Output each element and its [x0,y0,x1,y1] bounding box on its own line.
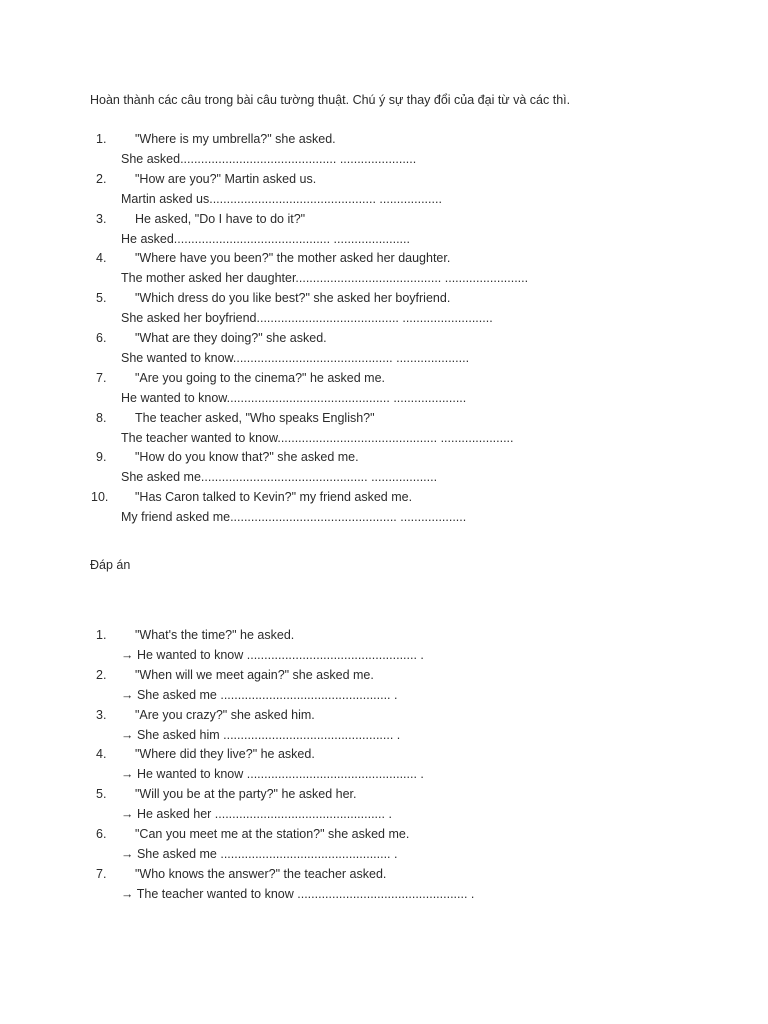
exercise-item [0,249,768,289]
item-prompt: "How are you?" Martin asked us. [135,171,317,186]
item-answer-line: He asked............................................. ...................... [121,231,410,246]
item-number: 3. [96,707,107,722]
answer-item [0,865,768,905]
item-answer-line: She asked............................................. ...................... [121,152,417,166]
answer-item [0,626,768,666]
item-number: 4. [96,747,107,762]
item-answer-line: → She asked me ................................................. . [121,846,398,861]
item-prompt: "Are you crazy?" she asked him. [135,707,315,722]
exercise-item [0,448,768,488]
item-number: 3. [96,211,107,226]
item-number: 1. [96,628,107,642]
item-prompt: "Can you meet me at the station?" she asked me. [135,826,410,841]
item-prompt: "Where did they live?" he asked. [135,747,315,762]
answer-item [0,666,768,706]
exercise-item [0,289,768,329]
answers-heading: Đáp án [90,558,131,572]
item-prompt: "How do you know that?" she asked me. [135,450,359,465]
item-prompt: "Are you going to the cinema?" he asked me. [135,370,385,385]
item-answer-line: Martin asked us................................................ .................. [121,191,442,206]
answer-item [0,745,768,785]
exercise-item [0,329,768,369]
answer-item [0,785,768,825]
item-answer-line: My friend asked me................................................ ................... [121,510,467,525]
item-answer-line: → She asked him ................................................. . [121,727,401,742]
item-prompt: "When will we meet again?" she asked me. [135,667,374,682]
item-number: 7. [96,866,107,881]
item-prompt: "Who knows the answer?" the teacher asked. [135,866,387,881]
item-answer-line: She wanted to know.............................................. ..................... [121,350,470,365]
item-answer-line: The mother asked her daughter.......................................... ........................ [121,271,529,286]
item-answer-line: → He wanted to know ................................................. . [121,648,424,662]
item-number: 8. [96,410,107,425]
item-answer-line: → He wanted to know ................................................. . [121,767,424,782]
exercise-item [0,409,768,449]
item-number: 4. [96,251,107,266]
item-answer-line: → The teacher wanted to know ................................................. . [121,886,475,901]
item-prompt: "Where have you been?" the mother asked her daughter. [135,251,451,266]
item-prompt: "Will you be at the party?" he asked her. [135,787,357,802]
exercise-item [0,369,768,409]
item-number: 5. [96,291,107,306]
item-answer-line: The teacher wanted to know.............................................. ..................... [121,430,514,445]
item-prompt: "Has Caron talked to Kevin?" my friend asked me. [135,490,413,505]
item-number: 5. [96,787,107,802]
item-answer-line: She asked her boyfriend......................................... .......................... [121,311,493,326]
item-number: 1. [96,132,107,146]
exercise-item [0,210,768,250]
item-prompt: The teacher asked, "Who speaks English?" [135,410,375,425]
item-answer-line: He wanted to know............................................... ..................... [121,390,467,405]
item-number: 6. [96,826,107,841]
item-number: 6. [96,330,107,345]
item-prompt: "What's the time?" he asked. [135,628,295,642]
exercise-item [0,170,768,210]
item-number: 9. [96,450,107,465]
exercise-item [0,130,768,170]
item-number: 2. [96,667,107,682]
item-answer-line: → She asked me ................................................. . [121,687,398,702]
answer-item [0,706,768,746]
item-number: 2. [96,171,107,186]
exercise-list [0,130,768,528]
item-answer-line: She asked me................................................ ................... [121,470,438,485]
item-prompt: "Where is my umbrella?" she asked. [135,132,336,146]
instructions-text: Hoàn thành các câu trong bài câu tường thuật. Chú ý sự thay đổi của đại từ và các thì. [90,93,571,107]
answer-list [0,626,768,905]
answer-item [0,825,768,865]
exercise-item [0,488,768,528]
item-number: 10. [91,490,109,505]
item-prompt: He asked, "Do I have to do it?" [135,211,306,226]
item-number: 7. [96,370,107,385]
item-answer-line: → He asked her ................................................. . [121,807,392,822]
item-prompt: "What are they doing?" she asked. [135,330,327,345]
item-prompt: "Which dress do you like best?" she asked her boyfriend. [135,291,451,306]
